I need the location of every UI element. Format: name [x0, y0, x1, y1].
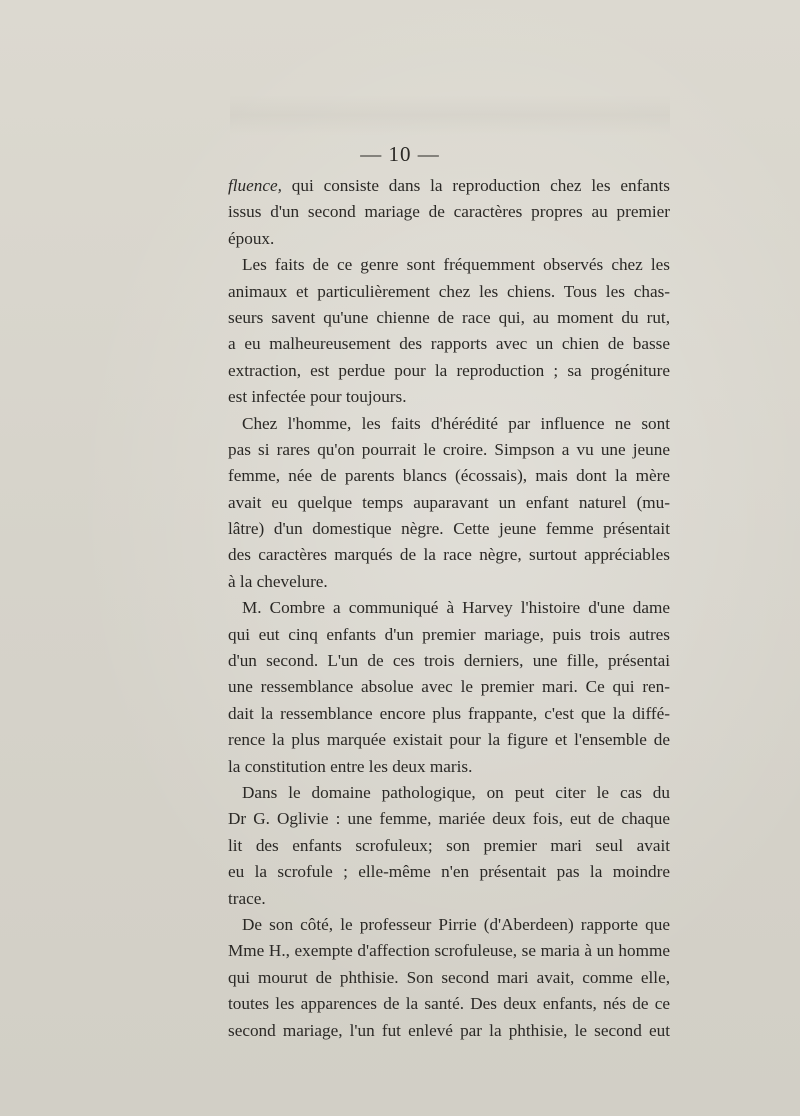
text-line: à la chevelure.	[228, 571, 328, 591]
paragraph-start-line: Les faits de ce genre sont fréquemment observés chez les	[242, 255, 670, 275]
text-line: pas si rares qu'on pourrait le croire. Simpson a vu une jeune	[228, 439, 670, 459]
text-line: femme, née de parents blancs (écossais), mais dont la mère	[228, 466, 670, 486]
text-line: Dr G. Oglivie : une femme, mariée deux fois, eut de chaque	[228, 809, 670, 829]
text-line	[228, 173, 670, 199]
text-line: animaux et particulièrement chez les chiens. Tous les chas-	[228, 281, 670, 301]
paragraph-start-line: M. Combre a communiqué à Harvey l'histoire d'une dame	[242, 598, 670, 618]
text-line: qui eut cinq enfants d'un premier mariage, puis trois autres	[228, 624, 670, 644]
text-line: la constitution entre les deux maris.	[228, 756, 473, 776]
text-line: une ressemblance absolue avec le premier mari. Ce qui ren-	[228, 677, 670, 697]
text-line: trace.	[228, 888, 266, 908]
text-line: des caractères marqués de la race nègre, surtout appréciables	[228, 545, 670, 565]
text-line: qui mourut de phthisie. Son second mari avait, comme elle,	[228, 967, 670, 987]
text-line: lit des enfants scrofuleux; son premier mari seul avait	[228, 835, 670, 855]
page-number: — 10 —	[360, 142, 440, 166]
text-line: rence la plus marquée existait pour la figure et l'ensemble de	[228, 730, 670, 750]
text-line: eu la scrofule ; elle-même n'en présentait pas la moindre	[228, 862, 670, 882]
text-line: est infectée pour toujours.	[228, 387, 407, 407]
text-line: second mariage, l'un fut enlevé par la phthisie, le second eut	[228, 1020, 670, 1040]
text-line: seurs savent qu'une chienne de race qui, au moment du rut,	[228, 307, 670, 327]
text-line: époux.	[228, 228, 275, 248]
text-line: a eu malheureusement des rapports avec un chien de basse	[228, 334, 670, 354]
text-line: toutes les apparences de la santé. Des deux enfants, nés de ce	[228, 994, 670, 1014]
paragraph-start-line: Dans le domaine pathologique, on peut citer le cas du	[242, 782, 670, 802]
paragraph-start-line: Chez l'homme, les faits d'hérédité par influence ne sont	[242, 413, 670, 433]
italic-word: fluence,	[228, 176, 282, 195]
paragraph-start-line: De son côté, le professeur Pirrie (d'Aberdeen) rapporte que	[242, 914, 670, 934]
text-line: lâtre) d'un domestique nègre. Cette jeune femme présentait	[228, 519, 670, 539]
body-text	[228, 173, 670, 1044]
text-line: dait la ressemblance encore plus frappante, c'est que la diffé-	[228, 703, 670, 723]
text-line: extraction, est perdue pour la reproduction ; sa progéniture	[228, 360, 670, 380]
text-line: issus d'un second mariage de caractères propres au premier	[228, 202, 670, 222]
text-line-rest: qui consiste dans la reproduction chez les enfants	[281, 176, 670, 195]
text-line: Mme H., exempte d'affection scrofuleuse, se maria à un homme	[228, 941, 670, 961]
show-through-bleed	[230, 95, 670, 135]
text-line: d'un second. L'un de ces trois derniers, une fille, présentai	[228, 651, 670, 671]
text-line: avait eu quelque temps auparavant un enfant naturel (mu-	[228, 492, 670, 512]
